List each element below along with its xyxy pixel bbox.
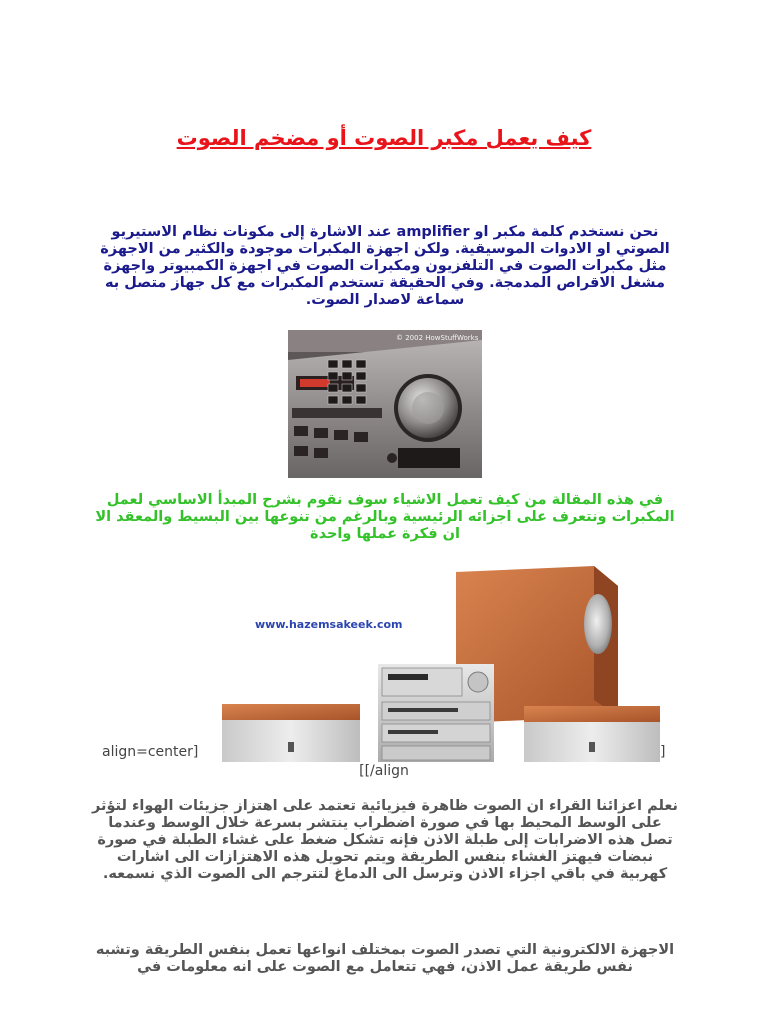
align-markup-close: [[/align: [359, 763, 409, 779]
align-markup-open: align=center]: [102, 744, 199, 760]
system-watermark: www.hazemsakeek.com: [255, 618, 403, 631]
amplifier-photo: [288, 330, 482, 478]
page-title: كيف يعمل مكبر الصوت أو مضخم الصوت: [176, 126, 592, 150]
align-markup-bracket: ]: [660, 744, 666, 760]
devices-paragraph: الاجهزة الالكترونية التي تصدر الصوت بمختلف انواعها تعمل بنفس الطريقة وتشبه نفس طريقة عمل الاذن، فهي تتعامل مع الصوت على انه معلومات في: [95, 942, 675, 975]
intro-paragraph: نحن نستخدم كلمة مكبر او amplifier عند الاشارة إلى مكونات نظام الاستيريو الصوتي او الادوات الموسيقية. ولكن اجهزة المكبرات موجودة والكثير من الاجهزة مثل مكبرات الصوت في التلفزيون ومكبرات الصوت في اجهزة الكمبيوتر واجهزة مشغل الاقراص المدمجة. وفي الحقيقة تستخدم المكبرات مع كل جهاز متصل به سماعة لاصدار الصوت.: [100, 224, 670, 308]
speaker-system-photo: [222, 566, 664, 762]
article-scope-paragraph: في هذه المقالة من كيف تعمل الاشياء سوف نقوم بشرح المبدأ الاساسي لعمل المكبرات ونتعرف على اجزائه الرئيسية وبالرغم من تنوعها بين البسيط والمعقد الا ان فكرة عملها واحدة: [95, 492, 675, 542]
physics-paragraph: نعلم اعزائنا القراء ان الصوت ظاهرة فيزيائية تعتمد على اهتزاز جزيئات الهواء لتؤثر على الوسط المحيط بها في صورة اضطراب ينتشر بسرعة خلال الوسط وعندما تصل هذه الاضرابات إلى طبلة الاذن فإنه تشكل ضغط على غشاء الطبلة في صورة نبضات فيهتز الغشاء بنفس الطريقة ويتم تحويل هذه الاهتزازات الى اشارات كهربية في باقي اجزاء الاذن وترسل الى الدماغ لتترجم الى الصوت الذي نسمعه.: [92, 798, 678, 882]
amplifier-copyright: © 2002 HowStuffWorks: [396, 334, 479, 342]
